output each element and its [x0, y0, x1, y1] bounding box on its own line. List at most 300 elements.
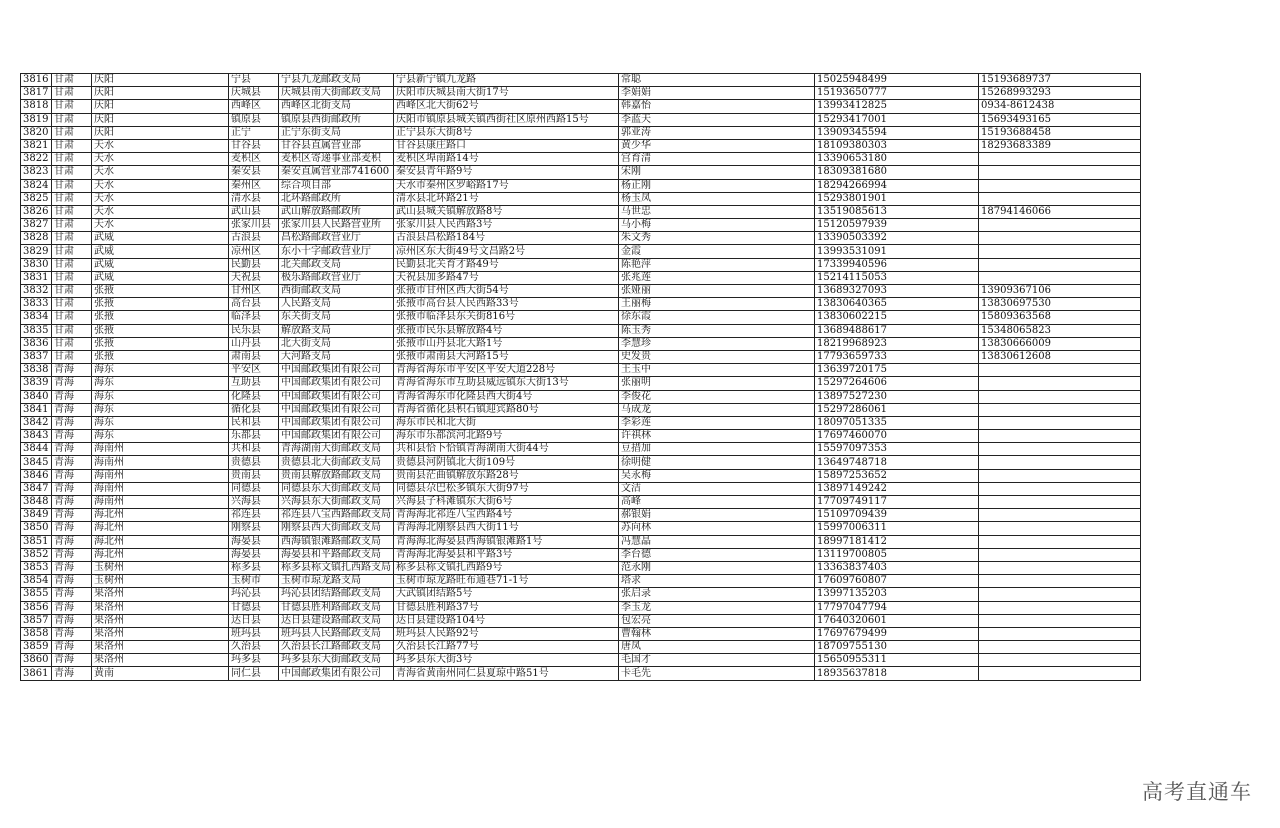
contact-name-cell: 张丽明	[619, 377, 815, 390]
address-cell: 青海海北刚察县西大街11号	[394, 522, 619, 535]
phone-cell: 17339940596	[815, 258, 979, 271]
table-row	[21, 311, 1141, 324]
phone-cell: 18219968923	[815, 337, 979, 350]
phone-cell: 17609760807	[815, 575, 979, 588]
phone-alt-cell: 15348065823	[979, 324, 1141, 337]
province-cell: 青海	[52, 601, 92, 614]
phone-cell: 13897527230	[815, 390, 979, 403]
province-cell: 甘肃	[52, 139, 92, 152]
row-number-cell: 3837	[21, 350, 52, 363]
county-cell: 刚察县	[229, 522, 279, 535]
branch-name-cell: 中国邮政集团有限公司	[279, 403, 394, 416]
row-number-cell: 3861	[21, 667, 52, 680]
branch-name-cell: 兴海县东大街邮政支局	[279, 496, 394, 509]
table-row	[21, 219, 1141, 232]
row-number-cell: 3851	[21, 535, 52, 548]
row-number-cell: 3820	[21, 126, 52, 139]
address-cell: 玛多县东大街3号	[394, 654, 619, 667]
province-cell: 甘肃	[52, 232, 92, 245]
phone-cell: 17697679499	[815, 627, 979, 640]
address-cell: 正宁县东大街8号	[394, 126, 619, 139]
contact-name-cell: 文洁	[619, 482, 815, 495]
address-cell: 民勤县北关育才路49号	[394, 258, 619, 271]
row-number-cell: 3850	[21, 522, 52, 535]
county-cell: 久治县	[229, 641, 279, 654]
phone-cell: 13993531091	[815, 245, 979, 258]
contact-name-cell: 常聪	[619, 74, 815, 87]
phone-alt-cell	[979, 456, 1141, 469]
branch-name-cell: 北关邮政支局	[279, 258, 394, 271]
city-cell: 张掖	[92, 324, 229, 337]
city-cell: 张掖	[92, 311, 229, 324]
table-row	[21, 667, 1141, 680]
phone-alt-cell	[979, 192, 1141, 205]
province-cell: 甘肃	[52, 298, 92, 311]
province-cell: 甘肃	[52, 153, 92, 166]
city-cell: 庆阳	[92, 74, 229, 87]
table-row	[21, 627, 1141, 640]
city-cell: 果洛州	[92, 614, 229, 627]
branch-name-cell: 镇原县西街邮政所	[279, 113, 394, 126]
data-table	[20, 73, 1141, 681]
province-cell: 甘肃	[52, 100, 92, 113]
province-cell: 青海	[52, 641, 92, 654]
row-number-cell: 3831	[21, 271, 52, 284]
county-cell: 兴海县	[229, 496, 279, 509]
table-row	[21, 364, 1141, 377]
county-cell: 武山县	[229, 205, 279, 218]
province-cell: 甘肃	[52, 271, 92, 284]
county-cell: 乐都县	[229, 430, 279, 443]
address-cell: 天祝县加多路47号	[394, 271, 619, 284]
row-number-cell: 3832	[21, 285, 52, 298]
phone-alt-cell	[979, 219, 1141, 232]
table-row	[21, 139, 1141, 152]
branch-name-cell: 东关街支局	[279, 311, 394, 324]
contact-name-cell: 马成龙	[619, 403, 815, 416]
row-number-cell: 3856	[21, 601, 52, 614]
province-cell: 青海	[52, 443, 92, 456]
contact-name-cell: 李娟娟	[619, 87, 815, 100]
contact-name-cell: 唐凤	[619, 641, 815, 654]
table-row	[21, 575, 1141, 588]
row-number-cell: 3841	[21, 403, 52, 416]
city-cell: 天水	[92, 153, 229, 166]
table-row	[21, 588, 1141, 601]
table-row	[21, 654, 1141, 667]
phone-alt-cell	[979, 601, 1141, 614]
province-cell: 甘肃	[52, 179, 92, 192]
table-row	[21, 350, 1141, 363]
row-number-cell: 3825	[21, 192, 52, 205]
branch-name-cell: 中国邮政集团有限公司	[279, 377, 394, 390]
branch-name-cell: 张家川县人民路营业所	[279, 219, 394, 232]
row-number-cell: 3849	[21, 509, 52, 522]
county-cell: 平安区	[229, 364, 279, 377]
county-cell: 清水县	[229, 192, 279, 205]
address-cell: 青海省海东市平安区平安大道228号	[394, 364, 619, 377]
address-cell: 张掖市临泽县东关街816号	[394, 311, 619, 324]
county-cell: 海晏县	[229, 548, 279, 561]
address-cell: 贵南县茫曲镇解放东路28号	[394, 469, 619, 482]
province-cell: 甘肃	[52, 192, 92, 205]
province-cell: 青海	[52, 588, 92, 601]
city-cell: 海北州	[92, 535, 229, 548]
phone-cell: 15597097353	[815, 443, 979, 456]
phone-alt-cell: 15268993293	[979, 87, 1141, 100]
county-cell: 同仁县	[229, 667, 279, 680]
province-cell: 青海	[52, 548, 92, 561]
address-cell: 同德县尕巴松多镇东大街97号	[394, 482, 619, 495]
table-row	[21, 522, 1141, 535]
county-cell: 贵德县	[229, 456, 279, 469]
phone-alt-cell: 13830697530	[979, 298, 1141, 311]
city-cell: 天水	[92, 166, 229, 179]
branch-name-cell: 甘德县胜利路邮政支局	[279, 601, 394, 614]
address-cell: 兴海县子科滩镇东大街6号	[394, 496, 619, 509]
province-cell: 甘肃	[52, 205, 92, 218]
branch-name-cell: 称多县称文镇扎西路支局	[279, 561, 394, 574]
address-cell: 张掖市肃南县大河路15号	[394, 350, 619, 363]
phone-cell: 18097051335	[815, 416, 979, 429]
address-cell: 甘谷县康庄路口	[394, 139, 619, 152]
county-cell: 玛沁县	[229, 588, 279, 601]
phone-alt-cell	[979, 364, 1141, 377]
table-row	[21, 430, 1141, 443]
address-cell: 玉树市琼龙路旺布通巷71-1号	[394, 575, 619, 588]
county-cell: 循化县	[229, 403, 279, 416]
province-cell: 青海	[52, 416, 92, 429]
contact-name-cell: 金霞	[619, 245, 815, 258]
branch-name-cell: 贵南县解放路邮政支局	[279, 469, 394, 482]
county-cell: 古浪县	[229, 232, 279, 245]
county-cell: 贵南县	[229, 469, 279, 482]
contact-name-cell: 许祺林	[619, 430, 815, 443]
city-cell: 张掖	[92, 350, 229, 363]
branch-name-cell: 东小十字邮政营业厅	[279, 245, 394, 258]
city-cell: 海东	[92, 390, 229, 403]
watermark-text: 高考直通车	[1142, 780, 1252, 804]
contact-name-cell: 李玉龙	[619, 601, 815, 614]
branch-name-cell: 玉树市琼龙路支局	[279, 575, 394, 588]
address-cell: 班玛县人民路92号	[394, 627, 619, 640]
branch-name-cell: 宁县九龙邮政支局	[279, 74, 394, 87]
branch-name-cell: 青海湖南大街邮政支局	[279, 443, 394, 456]
phone-alt-cell	[979, 535, 1141, 548]
phone-alt-cell	[979, 377, 1141, 390]
branch-name-cell: 久治县长江路邮政支局	[279, 641, 394, 654]
city-cell: 武威	[92, 232, 229, 245]
contact-name-cell: 张启录	[619, 588, 815, 601]
table-row	[21, 641, 1141, 654]
county-cell: 山丹县	[229, 337, 279, 350]
phone-alt-cell: 18794146066	[979, 205, 1141, 218]
address-cell: 凉州区东大街49号文昌路2号	[394, 245, 619, 258]
phone-alt-cell	[979, 258, 1141, 271]
row-number-cell: 3844	[21, 443, 52, 456]
table-row	[21, 614, 1141, 627]
branch-name-cell: 海晏县和平路邮政支局	[279, 548, 394, 561]
branch-name-cell: 刚察县西大街邮政支局	[279, 522, 394, 535]
address-cell: 青海省循化县积石镇迎宾路80号	[394, 403, 619, 416]
phone-cell: 15293801901	[815, 192, 979, 205]
phone-cell: 15214115053	[815, 271, 979, 284]
contact-name-cell: 朱文秀	[619, 232, 815, 245]
city-cell: 海南州	[92, 469, 229, 482]
phone-cell: 13689327093	[815, 285, 979, 298]
table-row	[21, 416, 1141, 429]
table-row	[21, 100, 1141, 113]
row-number-cell: 3818	[21, 100, 52, 113]
branch-name-cell: 秦安直属营业部741600	[279, 166, 394, 179]
row-number-cell: 3828	[21, 232, 52, 245]
contact-name-cell: 李台德	[619, 548, 815, 561]
phone-cell: 13390653180	[815, 153, 979, 166]
city-cell: 海北州	[92, 522, 229, 535]
city-cell: 玉树州	[92, 575, 229, 588]
row-number-cell: 3842	[21, 416, 52, 429]
city-cell: 张掖	[92, 298, 229, 311]
table-row	[21, 390, 1141, 403]
phone-alt-cell	[979, 271, 1141, 284]
branch-name-cell: 班玛县人民路邮政支局	[279, 627, 394, 640]
address-cell: 青海海北海晏县西海镇银滩路1号	[394, 535, 619, 548]
phone-alt-cell	[979, 403, 1141, 416]
phone-cell: 15997006311	[815, 522, 979, 535]
phone-cell: 15025948499	[815, 74, 979, 87]
phone-alt-cell	[979, 614, 1141, 627]
table-row	[21, 285, 1141, 298]
address-cell: 青海省海东市互助县威远镇东大街13号	[394, 377, 619, 390]
phone-alt-cell: 15693493165	[979, 113, 1141, 126]
phone-cell: 13909345594	[815, 126, 979, 139]
branch-name-cell: 北大街支局	[279, 337, 394, 350]
phone-alt-cell	[979, 509, 1141, 522]
branch-name-cell: 昌松路邮政营业厅	[279, 232, 394, 245]
province-cell: 青海	[52, 614, 92, 627]
table-row	[21, 126, 1141, 139]
row-number-cell: 3843	[21, 430, 52, 443]
address-cell: 称多县称文镇扎西路9号	[394, 561, 619, 574]
city-cell: 海南州	[92, 496, 229, 509]
phone-cell: 18935637818	[815, 667, 979, 680]
city-cell: 海东	[92, 403, 229, 416]
contact-name-cell: 豆措加	[619, 443, 815, 456]
city-cell: 果洛州	[92, 641, 229, 654]
city-cell: 海东	[92, 364, 229, 377]
branch-name-cell: 西峰区北街支局	[279, 100, 394, 113]
address-cell: 共和县恰卜恰镇青海湖南大街44号	[394, 443, 619, 456]
province-cell: 甘肃	[52, 311, 92, 324]
row-number-cell: 3822	[21, 153, 52, 166]
phone-alt-cell	[979, 482, 1141, 495]
phone-cell: 15193650777	[815, 87, 979, 100]
county-cell: 临泽县	[229, 311, 279, 324]
row-number-cell: 3830	[21, 258, 52, 271]
row-number-cell: 3827	[21, 219, 52, 232]
city-cell: 果洛州	[92, 601, 229, 614]
province-cell: 甘肃	[52, 87, 92, 100]
county-cell: 麦积区	[229, 153, 279, 166]
address-cell: 大武镇团结路5号	[394, 588, 619, 601]
phone-alt-cell: 13830666009	[979, 337, 1141, 350]
contact-name-cell: 苏向林	[619, 522, 815, 535]
province-cell: 青海	[52, 456, 92, 469]
table-row	[21, 153, 1141, 166]
branch-name-cell: 综合项目部	[279, 179, 394, 192]
branch-name-cell: 麦积区寄递事业部麦积	[279, 153, 394, 166]
contact-name-cell: 史发贵	[619, 350, 815, 363]
county-cell: 达日县	[229, 614, 279, 627]
phone-alt-cell	[979, 496, 1141, 509]
county-cell: 玛多县	[229, 654, 279, 667]
phone-cell: 13689488617	[815, 324, 979, 337]
province-cell: 青海	[52, 535, 92, 548]
contact-name-cell: 宫育清	[619, 153, 815, 166]
address-cell: 古浪县昌松路184号	[394, 232, 619, 245]
phone-cell: 13390503392	[815, 232, 979, 245]
contact-name-cell: 马小梅	[619, 219, 815, 232]
table-row	[21, 179, 1141, 192]
province-cell: 甘肃	[52, 245, 92, 258]
city-cell: 天水	[92, 139, 229, 152]
branch-name-cell: 正宁东街支局	[279, 126, 394, 139]
phone-alt-cell	[979, 627, 1141, 640]
city-cell: 张掖	[92, 337, 229, 350]
contact-name-cell: 李慧珍	[619, 337, 815, 350]
province-cell: 甘肃	[52, 324, 92, 337]
contact-name-cell: 徐明健	[619, 456, 815, 469]
contact-name-cell: 王丽梅	[619, 298, 815, 311]
county-cell: 秦州区	[229, 179, 279, 192]
contact-name-cell: 张兆莲	[619, 271, 815, 284]
contact-name-cell: 包宏亮	[619, 614, 815, 627]
county-cell: 化隆县	[229, 390, 279, 403]
table-row	[21, 324, 1141, 337]
province-cell: 青海	[52, 627, 92, 640]
phone-cell: 13993412825	[815, 100, 979, 113]
table-row	[21, 535, 1141, 548]
province-cell: 青海	[52, 482, 92, 495]
contact-name-cell: 张娅丽	[619, 285, 815, 298]
county-cell: 甘德县	[229, 601, 279, 614]
county-cell: 称多县	[229, 561, 279, 574]
table-row	[21, 192, 1141, 205]
phone-cell: 18997181412	[815, 535, 979, 548]
address-cell: 武山县城关镇解放路8号	[394, 205, 619, 218]
county-cell: 秦安县	[229, 166, 279, 179]
row-number-cell: 3838	[21, 364, 52, 377]
address-cell: 青海省海东市化隆县西大街4号	[394, 390, 619, 403]
branch-name-cell: 中国邮政集团有限公司	[279, 390, 394, 403]
city-cell: 庆阳	[92, 100, 229, 113]
province-cell: 青海	[52, 469, 92, 482]
table-row	[21, 74, 1141, 87]
address-cell: 张家川县人民西路3号	[394, 219, 619, 232]
table-row	[21, 469, 1141, 482]
table-row	[21, 548, 1141, 561]
branch-name-cell: 解放路支局	[279, 324, 394, 337]
phone-cell: 15897253652	[815, 469, 979, 482]
branch-name-cell: 中国邮政集团有限公司	[279, 667, 394, 680]
table-row	[21, 509, 1141, 522]
phone-alt-cell: 15193689737	[979, 74, 1141, 87]
phone-alt-cell	[979, 561, 1141, 574]
county-cell: 互助县	[229, 377, 279, 390]
city-cell: 天水	[92, 192, 229, 205]
contact-name-cell: 徐东霞	[619, 311, 815, 324]
city-cell: 果洛州	[92, 654, 229, 667]
row-number-cell: 3817	[21, 87, 52, 100]
branch-name-cell: 极乐路邮政营业厅	[279, 271, 394, 284]
address-cell: 麦积区埠南路14号	[394, 153, 619, 166]
province-cell: 甘肃	[52, 258, 92, 271]
county-cell: 高台县	[229, 298, 279, 311]
contact-name-cell: 吴永梅	[619, 469, 815, 482]
branch-name-cell: 玛多县东大街邮政支局	[279, 654, 394, 667]
phone-cell: 13997135203	[815, 588, 979, 601]
contact-name-cell: 李彩莲	[619, 416, 815, 429]
phone-cell: 18294266994	[815, 179, 979, 192]
contact-name-cell: 郝银娟	[619, 509, 815, 522]
province-cell: 青海	[52, 390, 92, 403]
province-cell: 青海	[52, 654, 92, 667]
contact-name-cell: 塔求	[619, 575, 815, 588]
phone-cell: 15120597939	[815, 219, 979, 232]
city-cell: 天水	[92, 179, 229, 192]
county-cell: 同德县	[229, 482, 279, 495]
phone-alt-cell	[979, 588, 1141, 601]
phone-alt-cell	[979, 166, 1141, 179]
address-cell: 达日县建设路104号	[394, 614, 619, 627]
city-cell: 玉树州	[92, 561, 229, 574]
row-number-cell: 3834	[21, 311, 52, 324]
phone-cell: 18109380303	[815, 139, 979, 152]
province-cell: 青海	[52, 377, 92, 390]
province-cell: 青海	[52, 496, 92, 509]
province-cell: 青海	[52, 403, 92, 416]
address-cell: 甘德县胜利路37号	[394, 601, 619, 614]
address-cell: 天水市秦州区罗峪路17号	[394, 179, 619, 192]
province-cell: 青海	[52, 522, 92, 535]
row-number-cell: 3836	[21, 337, 52, 350]
branch-name-cell: 中国邮政集团有限公司	[279, 416, 394, 429]
row-number-cell: 3824	[21, 179, 52, 192]
phone-alt-cell: 0934-8612438	[979, 100, 1141, 113]
phone-cell: 17709749117	[815, 496, 979, 509]
address-cell: 贵德县河阴镇北大街109号	[394, 456, 619, 469]
contact-name-cell: 郭亚涛	[619, 126, 815, 139]
province-cell: 青海	[52, 364, 92, 377]
branch-name-cell: 达日县建设路邮政支局	[279, 614, 394, 627]
address-cell: 秦安县青年路9号	[394, 166, 619, 179]
row-number-cell: 3845	[21, 456, 52, 469]
address-cell: 海东市乐都滨河北路9号	[394, 430, 619, 443]
address-cell: 久治县长江路77号	[394, 641, 619, 654]
contact-name-cell: 冯慧晶	[619, 535, 815, 548]
row-number-cell: 3855	[21, 588, 52, 601]
table-row	[21, 443, 1141, 456]
province-cell: 甘肃	[52, 219, 92, 232]
city-cell: 海北州	[92, 548, 229, 561]
county-cell: 玉树市	[229, 575, 279, 588]
phone-alt-cell	[979, 641, 1141, 654]
city-cell: 武威	[92, 245, 229, 258]
branch-name-cell: 甘谷县直属营业部	[279, 139, 394, 152]
county-cell: 祁连县	[229, 509, 279, 522]
county-cell: 甘州区	[229, 285, 279, 298]
city-cell: 海东	[92, 416, 229, 429]
